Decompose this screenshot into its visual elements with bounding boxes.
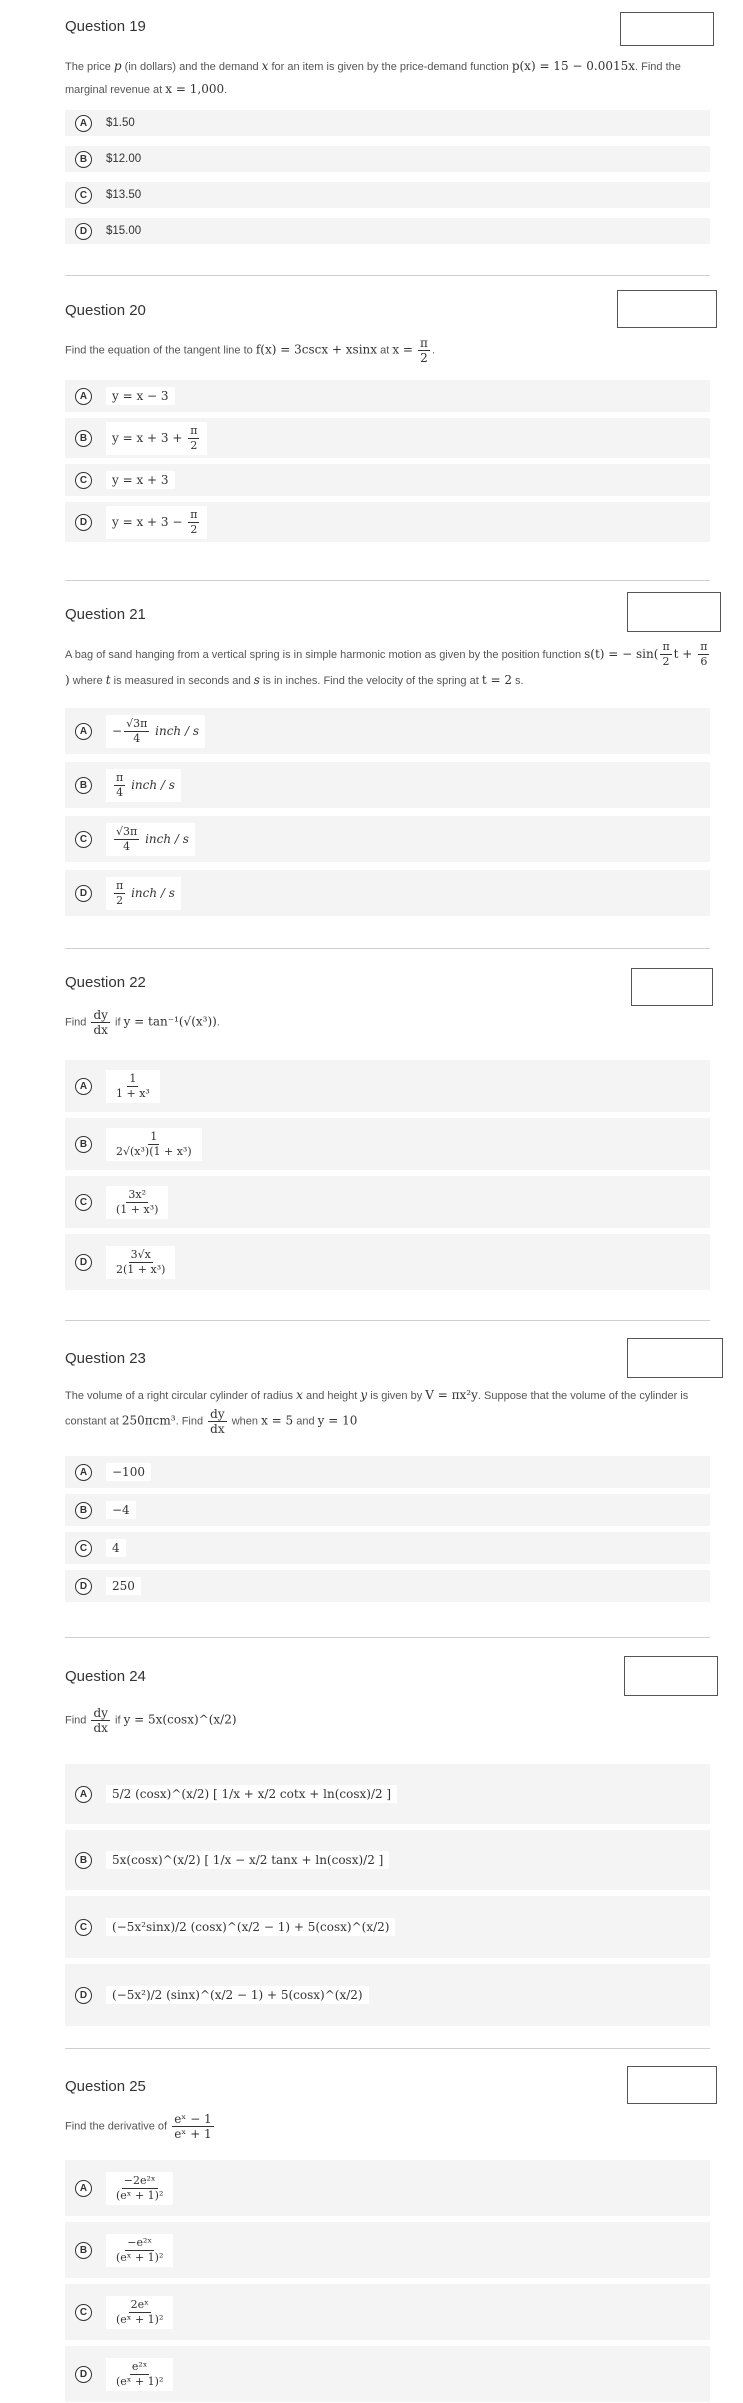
question-stem: The volume of a right circular cylinder of radius x and height y is given by V = πx²y. Suppose that the volume of the cylinder is constant at 250πcm³. Find $\frac{dy}{dx}$ when x = 5 and y = 10 — [65, 1388, 689, 1436]
option-letter: A — [75, 115, 92, 132]
option-b[interactable] — [65, 2222, 710, 2278]
option-letter: C — [75, 2304, 92, 2321]
option-letter: A — [75, 388, 92, 405]
option-math: − $\frac{√3\pi}{4}$ inch / s — [106, 715, 205, 748]
option-letter: C — [75, 1194, 92, 1211]
option-c[interactable] — [65, 1176, 710, 1228]
question-title: Question 20 — [65, 302, 146, 319]
option-math: 4 — [106, 1539, 126, 1557]
option-letter: A — [75, 1464, 92, 1481]
option-c[interactable] — [65, 464, 710, 496]
option-math: $\frac{\pi}{2}$ inch / s — [106, 877, 181, 910]
question-stem: A bag of sand hanging from a vertical spring is in simple harmonic motion as given by the position function s(t) = − sin( $\frac{\pi}{2}$ t + $\frac{\pi}{6}$ ) where t is measured in seconds and s is in inches. Find the velocity of the spring at t = 2 s. — [65, 640, 708, 687]
answer-box[interactable] — [627, 592, 721, 632]
option-letter: A — [75, 1078, 92, 1095]
option-d[interactable] — [65, 1570, 710, 1602]
option-d[interactable] — [65, 1964, 710, 2026]
option-letter: B — [75, 777, 92, 794]
divider — [65, 948, 710, 949]
question-title: Question 25 — [65, 2078, 146, 2095]
option-letter: D — [75, 2366, 92, 2383]
option-c[interactable] — [65, 816, 710, 862]
option-math: y = x + 3 − $\frac{\pi}{2}$ — [106, 506, 207, 539]
option-math: 5/2 (cosx)^(x/2) [ 1/x + x/2 cotx + ln(cosx)/2 ] — [106, 1785, 397, 1803]
option-text: $12.00 — [106, 153, 142, 165]
option-a[interactable] — [65, 2160, 710, 2216]
option-math: $\frac{\text{3x²}}{\text{(1 + x³)}}$ — [106, 1186, 168, 1219]
divider — [65, 275, 710, 276]
option-letter: D — [75, 223, 92, 240]
option-math: $\frac{\text{e²ˣ}}{\text{(eˣ + 1)²}}$ — [106, 2358, 173, 2391]
option-d[interactable] — [65, 2346, 710, 2402]
option-a[interactable] — [65, 1764, 710, 1824]
answer-box[interactable] — [617, 290, 717, 328]
divider — [65, 1637, 710, 1638]
option-letter: D — [75, 1254, 92, 1271]
option-math: $\frac{\text{−2e²ˣ}}{\text{(eˣ + 1)²}}$ — [106, 2172, 173, 2205]
question-title: Question 22 — [65, 974, 146, 991]
option-c[interactable] — [65, 1896, 710, 1958]
option-letter: B — [75, 1502, 92, 1519]
option-a[interactable] — [65, 1456, 710, 1488]
question-title: Question 23 — [65, 1350, 146, 1367]
option-letter: C — [75, 187, 92, 204]
option-letter: C — [75, 472, 92, 489]
option-d[interactable] — [65, 218, 710, 244]
option-math: $\frac{1}{\text{1 + x³}}$ — [106, 1070, 160, 1103]
option-c[interactable] — [65, 2284, 710, 2340]
answer-box[interactable] — [631, 968, 713, 1006]
answer-box[interactable] — [627, 2066, 717, 2104]
option-math: (−5x²sinx)/2 (cosx)^(x/2 − 1) + 5(cosx)^(x/2) — [106, 1918, 395, 1936]
question-title: Question 19 — [65, 18, 146, 35]
option-math: 5x(cosx)^(x/2) [ 1/x − x/2 tanx + ln(cosx)/2 ] — [106, 1851, 389, 1869]
option-math: (−5x²)/2 (sinx)^(x/2 − 1) + 5(cosx)^(x/2) — [106, 1986, 369, 2004]
option-letter: C — [75, 831, 92, 848]
question-stem: Find the derivative of $\frac{\text{eˣ − 1}}{\text{eˣ + 1}}$ — [65, 2112, 212, 2141]
option-letter: B — [75, 1136, 92, 1153]
option-letter: B — [75, 151, 92, 168]
question-title: Question 21 — [65, 606, 146, 623]
option-math: 250 — [106, 1577, 141, 1595]
option-math: $\frac{\pi}{4}$ inch / s — [106, 769, 181, 802]
divider — [65, 580, 710, 581]
option-letter: D — [75, 514, 92, 531]
option-c[interactable] — [65, 1532, 710, 1564]
option-b[interactable] — [65, 1830, 710, 1890]
option-math: $\frac{\text{2eˣ}}{\text{(eˣ + 1)²}}$ — [106, 2296, 173, 2329]
answer-box[interactable] — [620, 12, 714, 46]
option-d[interactable] — [65, 870, 710, 916]
option-math: $\frac{3√x}{\text{2(1 + x³)}}$ — [106, 1246, 175, 1279]
option-b[interactable] — [65, 1118, 710, 1170]
option-math: $\frac{\text{−e²ˣ}}{\text{(eˣ + 1)²}}$ — [106, 2234, 173, 2267]
option-letter: B — [75, 1852, 92, 1869]
option-b[interactable] — [65, 146, 710, 172]
answer-box[interactable] — [627, 1338, 723, 1378]
option-math: y = x + 3 — [106, 471, 175, 489]
option-a[interactable] — [65, 708, 710, 754]
option-letter: D — [75, 1578, 92, 1595]
option-b[interactable] — [65, 418, 710, 458]
option-math: $\frac{1}{\text{2√(x³)(1 + x³)}}$ — [106, 1128, 202, 1161]
option-letter: A — [75, 1786, 92, 1803]
option-text: $1.50 — [106, 117, 135, 129]
option-math: −100 — [106, 1463, 151, 1481]
option-d[interactable] — [65, 1234, 710, 1290]
question-stem: The price p (in dollars) and the demand x for an item is given by the price-demand function p(x) = 15 − 0.0015x. Find the marginal revenue at x = 1,000. — [65, 59, 681, 96]
option-b[interactable] — [65, 1494, 710, 1526]
option-text: $15.00 — [106, 225, 142, 237]
question-stem: Find $\frac{dy}{dx}$ if y = tan⁻¹(√(x³)). — [65, 1008, 220, 1037]
divider — [65, 2048, 710, 2049]
option-math: y = x + 3 + $\frac{\pi}{2}$ — [106, 422, 207, 455]
divider — [65, 1320, 710, 1321]
option-d[interactable] — [65, 502, 710, 542]
option-letter: A — [75, 2180, 92, 2197]
option-letter: D — [75, 885, 92, 902]
option-a[interactable] — [65, 110, 710, 136]
question-title: Question 24 — [65, 1668, 146, 1685]
option-a[interactable] — [65, 380, 710, 412]
answer-box[interactable] — [624, 1656, 718, 1696]
option-math: y = x − 3 — [106, 387, 175, 405]
option-b[interactable] — [65, 762, 710, 808]
option-math: −4 — [106, 1501, 136, 1519]
option-letter: C — [75, 1919, 92, 1936]
question-stem: Find the equation of the tangent line to f(x) = 3cscx + xsinx at x = $\frac{\pi}{2}$ . — [65, 336, 435, 365]
option-letter: A — [75, 723, 92, 740]
option-c[interactable] — [65, 182, 710, 208]
option-text: $13.50 — [106, 189, 142, 201]
option-letter: C — [75, 1540, 92, 1557]
option-letter: D — [75, 1987, 92, 2004]
option-a[interactable] — [65, 1060, 710, 1112]
option-math: $\frac{√3\pi}{4}$ inch / s — [106, 823, 195, 856]
question-stem: Find $\frac{dy}{dx}$ if y = 5x(cosx)^(x/2) — [65, 1706, 237, 1735]
option-letter: B — [75, 2242, 92, 2259]
option-letter: B — [75, 430, 92, 447]
